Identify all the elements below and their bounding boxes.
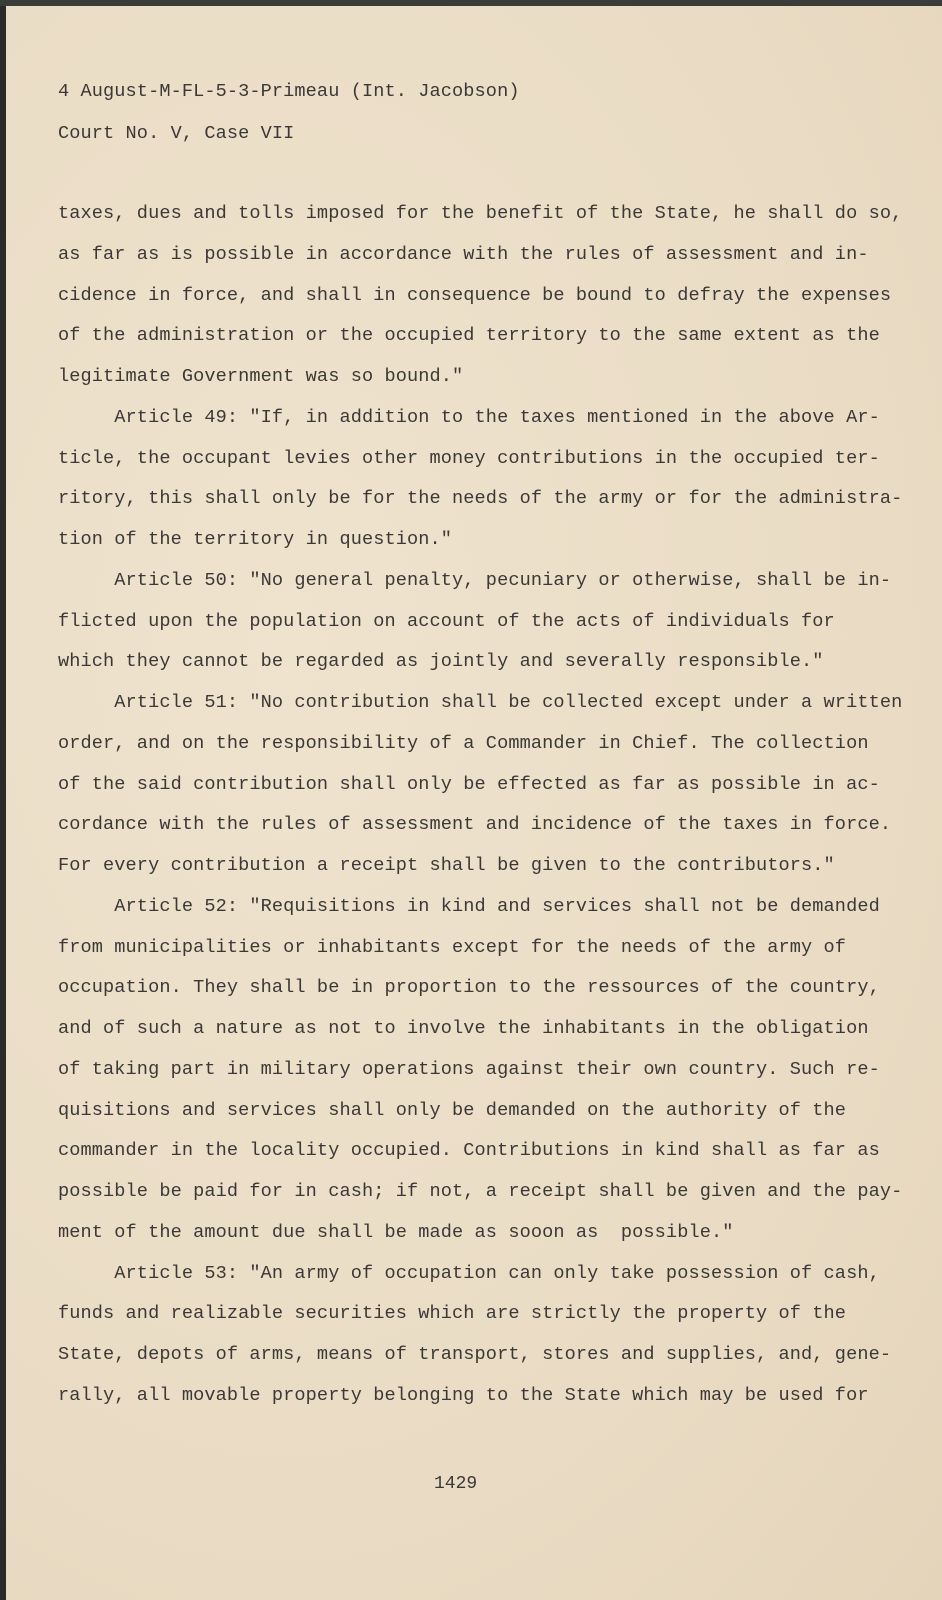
text-line: which they cannot be regarded as jointly and severally responsible." — [58, 651, 824, 673]
text-line: Article 51: "No contribution shall be collected except under a written — [58, 692, 903, 713]
text-line: and of such a nature as not to involve the inhabitants in the obligation — [58, 1018, 869, 1039]
page-number: 1429 — [434, 1474, 478, 1494]
text-line: tion of the territory in question." — [58, 529, 453, 550]
text-line: Article 50: "No general penalty, pecuniary or otherwise, shall be in- — [58, 569, 892, 591]
text-line: taxes, dues and tolls imposed for the benefit of the State, he shall do so, — [58, 203, 903, 224]
text-line: occupation. They shall be in proportion to the ressources of the country, — [58, 977, 880, 999]
text-line: as far as is possible in accordance with the rules of assessment and in- — [58, 243, 869, 265]
text-line: order, and on the responsibility of a Commander in Chief. The collection — [58, 732, 869, 754]
text-line: Article 52: "Requisitions in kind and services shall not be demanded — [58, 895, 880, 917]
header-line-2: Court No. V, Case VII — [58, 123, 295, 144]
document-text — [6, 6, 903, 1406]
text-line: rally, all movable property belonging to the State which may be used for — [58, 1384, 869, 1406]
text-line: quisitions and services shall only be demanded on the authority of the — [58, 1099, 847, 1121]
text-line: ritory, this shall only be for the needs of the army or for the administra- — [58, 488, 903, 510]
text-line: from municipalities or inhabitants except for the needs of the army of — [58, 936, 847, 958]
text-line: cordance with the rules of assessment and incidence of the taxes in force. — [58, 814, 892, 836]
text-line: flicted upon the population on account of the acts of individuals for — [58, 610, 835, 632]
text-line: legitimate Government was so bound." — [58, 366, 464, 387]
text-line: of the administration or the occupied territory to the same extent as the — [58, 325, 880, 347]
text-line: ment of the amount due shall be made as sooon as possible." — [58, 1221, 734, 1243]
text-line: commander in the locality occupied. Contributions in kind shall as far as — [58, 1140, 880, 1162]
text-line: State, depots of arms, means of transport, stores and supplies, and, gene- — [58, 1344, 892, 1365]
text-line: possible be paid for in cash; if not, a receipt shall be given and the pay- — [58, 1181, 903, 1202]
text-line: For every contribution a receipt shall be given to the contributors." — [58, 855, 835, 876]
text-line: Article 49: "If, in addition to the taxes mentioned in the above Ar- — [58, 406, 880, 428]
header-line-1: 4 August-M-FL-5-3-Primeau (Int. Jacobson) — [58, 81, 520, 102]
text-line: ticle, the occupant levies other money contributions in the occupied ter- — [58, 447, 880, 469]
document-page — [6, 6, 942, 1600]
text-line: Article 53: "An army of occupation can only take possession of cash, — [58, 1262, 880, 1284]
text-line: of the said contribution shall only be effected as far as possible in ac- — [58, 773, 880, 795]
text-line: of taking part in military operations against their own country. Such re- — [58, 1058, 880, 1080]
text-line: funds and realizable securities which are strictly the property of the — [58, 1303, 847, 1325]
text-line: cidence in force, and shall in consequence be bound to defray the expenses — [58, 284, 892, 306]
